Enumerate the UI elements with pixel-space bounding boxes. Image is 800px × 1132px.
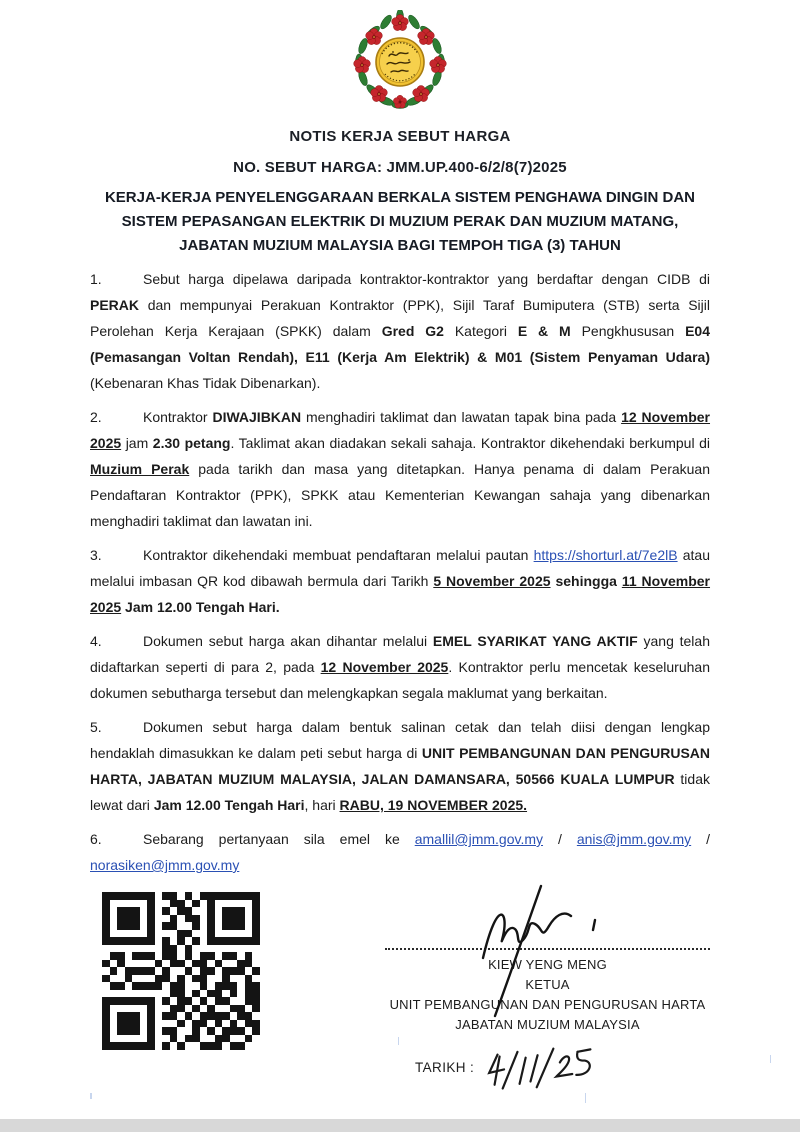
text-run: Dokumen sebut harga akan dihantar melalui xyxy=(143,633,433,649)
text-run: atau melalui imbasan QR kod dibawah bermula dari Tarikh xyxy=(90,547,710,589)
paragraph-number: 5. xyxy=(90,719,102,735)
jmm-crest-logo xyxy=(341,10,459,110)
scan-artifact xyxy=(398,1037,399,1045)
subject-line-2: SISTEM PEPASANGAN ELEKTRIK DI MUZIUM PERAK DAN MUZIUM MATANG, xyxy=(121,213,679,230)
signature-block xyxy=(385,892,710,1089)
text-run: Muzium Perak xyxy=(90,461,190,477)
notice-title: NOTIS KERJA SEBUT HARGA xyxy=(289,128,511,145)
inline-link[interactable]: amallil@jmm.gov.my xyxy=(414,831,544,847)
signatory-title: KETUA xyxy=(525,977,570,992)
paragraph-5 xyxy=(90,714,710,818)
text-run: 12 November 2025 xyxy=(320,659,449,675)
signatory-unit: UNIT PEMBANGUNAN DAN PENGURUSAN HARTA xyxy=(389,997,706,1012)
subject-heading xyxy=(80,186,720,258)
text-run: Pengkhususan xyxy=(570,323,686,339)
paragraph-text xyxy=(90,547,710,615)
text-run: , hari xyxy=(304,797,340,813)
date-label: TARIKH : xyxy=(415,1059,475,1075)
paragraph-number: 4. xyxy=(90,633,102,649)
text-run: . Kontraktor perlu mencetak keseluruhan dokumen sebutharga tersebut dan melengkapkan segala maklumat yang berkaitan. xyxy=(90,659,710,701)
text-run: Kontraktor xyxy=(143,409,213,425)
paragraph-6 xyxy=(90,826,710,878)
text-run: Sebarang pertanyaan sila emel ke xyxy=(143,831,415,847)
scan-artifact xyxy=(770,1055,771,1063)
quotation-ref-no: NO. SEBUT HARGA: JMM.UP.400-6/2/8(7)2025 xyxy=(233,159,567,176)
scan-artifact xyxy=(585,1093,586,1103)
paragraph-text xyxy=(90,831,710,873)
text-run: (Kebenaran Khas Tidak Dibenarkan). xyxy=(90,375,321,391)
text-run: 12 November 2025 xyxy=(90,409,711,451)
paragraph-text xyxy=(90,409,710,529)
text-run: E04 (Pemasangan Voltan Rendah), E11 (Kerja Am Elektrik) & M01 (Sistem Penyaman Udara) xyxy=(90,323,710,365)
paragraph-3 xyxy=(90,542,710,620)
handwritten-date xyxy=(483,1043,604,1091)
text-run: Kontraktor dikehendaki membuat pendaftaran melalui pautan xyxy=(143,547,534,563)
paragraph-text xyxy=(90,719,710,813)
text-run: tidak lewat dari xyxy=(90,771,710,813)
text-run: jam xyxy=(121,435,153,451)
paragraph-number: 6. xyxy=(90,831,102,847)
text-run: E & M xyxy=(517,323,571,339)
text-run: DIWAJIBKAN xyxy=(212,409,302,425)
signatory-dept: JABATAN MUZIUM MALAYSIA xyxy=(455,1017,640,1032)
inline-link[interactable]: https://shorturl.at/7e2lB xyxy=(533,547,678,563)
text-run: Gred G2 xyxy=(381,323,444,339)
text-run: Jam 12.00 Tengah Hari. xyxy=(121,599,280,615)
text-run: yang telah didaftarkan seperti di para 2, pada xyxy=(90,633,710,675)
text-run: menghadiri taklimat dan lawatan tapak bina pada xyxy=(301,409,622,425)
text-run: 2.30 petang xyxy=(152,435,231,451)
inline-link[interactable]: norasiken@jmm.gov.my xyxy=(90,857,240,873)
text-run: 11 November 2025 xyxy=(90,573,711,615)
subject-line-3: JABATAN MUZIUM MALAYSIA BAGI TEMPOH TIGA (3) TAHUN xyxy=(179,237,621,254)
logo-container xyxy=(0,0,800,115)
paragraph-1 xyxy=(90,266,710,396)
text-run: EMEL SYARIKAT YANG AKTIF xyxy=(432,633,638,649)
text-run: UNIT PEMBANGUNAN DAN PENGURUSAN HARTA, JABATAN MUZIUM MALAYSIA, JALAN DAMANSARA, 50566 KUALA LUMPUR xyxy=(90,745,710,787)
notice-body xyxy=(90,266,710,878)
text-run: . Taklimat akan diadakan sekali sahaja. Kontraktor dikehendaki berkumpul di xyxy=(230,435,711,451)
text-run: Dokumen sebut harga dalam bentuk salinan cetak dan telah diisi dengan lengkap hendaklah dimasukkan ke dalam peti sebut harga di xyxy=(90,719,710,761)
signatory-name: KIEW YENG MENG xyxy=(488,957,607,972)
text-run: Kategori xyxy=(443,323,518,339)
text-run: PERAK xyxy=(90,297,140,313)
subject-line-1: KERJA-KERJA PENYELENGGARAAN BERKALA SISTEM PENGHAWA DINGIN DAN xyxy=(104,189,696,206)
text-run: RABU, 19 NOVEMBER 2025. xyxy=(339,797,528,813)
signature-area xyxy=(385,892,710,948)
scan-artifact xyxy=(90,1093,92,1099)
qr-code xyxy=(102,892,260,1050)
text-run: dan mempunyai Perakuan Kontraktor (PPK), Sijil Taraf Bumiputera (STB) serta Sijil Perolehan Kerja Kerajaan (SPKK) dalam xyxy=(90,297,710,339)
text-run: Sebut harga dipelawa daripada kontraktor-kontraktor yang berdaftar dengan CIDB di xyxy=(143,271,710,287)
paragraph-number: 3. xyxy=(90,547,102,563)
paragraph-number: 2. xyxy=(90,409,102,425)
paragraph-text xyxy=(90,271,710,391)
text-run: pada tarikh dan masa yang ditetapkan. Hanya penama di dalam Perakuan Pendaftaran Kontraktor (PPK), SPKK atau Kementerian Kewangan sahaja yang dibenarkan menghadiri taklimat dan lawatan ini. xyxy=(90,461,710,529)
text-run: sehingga xyxy=(550,573,622,589)
text-run: 5 November 2025 xyxy=(433,573,551,589)
paragraph-number: 1. xyxy=(90,271,102,287)
text-run: / xyxy=(691,831,711,847)
text-run: / xyxy=(543,831,577,847)
inline-link[interactable]: anis@jmm.gov.my xyxy=(576,831,692,847)
scan-edge-strip xyxy=(0,1119,800,1132)
footer-section xyxy=(90,892,710,1089)
paragraph-2 xyxy=(90,404,710,534)
paragraph-text xyxy=(90,633,710,701)
text-run: Jam 12.00 Tengah Hari xyxy=(153,797,305,813)
signature-autograph xyxy=(445,880,655,1020)
crest-gold-medallion xyxy=(376,38,424,86)
date-row xyxy=(385,1045,710,1089)
paragraph-4 xyxy=(90,628,710,706)
